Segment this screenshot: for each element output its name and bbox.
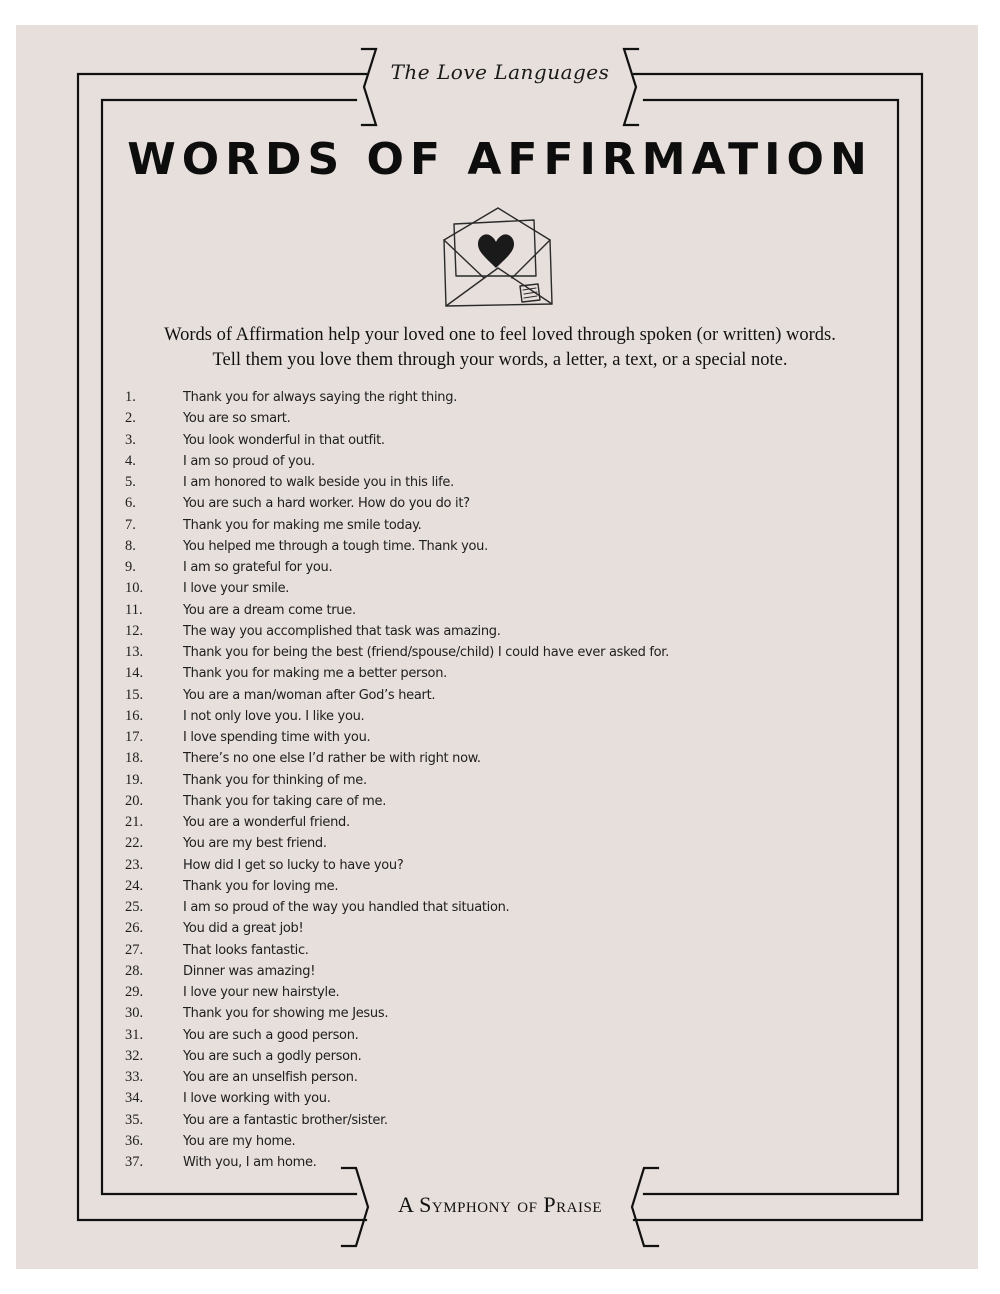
list-item bbox=[125, 876, 845, 897]
item-number: 33. bbox=[125, 1069, 144, 1085]
item-number: 12. bbox=[125, 622, 144, 639]
item-text: Thank you for always saying the right thing. bbox=[183, 390, 458, 405]
list-item bbox=[125, 1088, 845, 1109]
item-text: Thank you for making me smile today. bbox=[183, 517, 422, 533]
item-text: You are a dream come true. bbox=[183, 602, 356, 618]
item-number: 14. bbox=[125, 665, 144, 682]
item-text: I am so proud of the way you handled that situation. bbox=[183, 900, 510, 915]
list-item bbox=[125, 1131, 845, 1152]
list-item bbox=[125, 536, 845, 557]
list-item bbox=[125, 472, 845, 493]
list-item bbox=[125, 642, 845, 663]
list-item bbox=[125, 1110, 845, 1131]
item-text: With you, I am home. bbox=[183, 1155, 317, 1170]
item-number: 13. bbox=[125, 644, 144, 660]
item-text: I am so grateful for you. bbox=[183, 560, 333, 575]
item-number: 15. bbox=[125, 686, 144, 703]
item-text: I love your smile. bbox=[183, 581, 290, 597]
item-number: 17. bbox=[125, 729, 144, 745]
item-number: 22. bbox=[125, 835, 144, 852]
item-number: 36. bbox=[125, 1132, 144, 1149]
list-item bbox=[125, 685, 845, 706]
list-item bbox=[125, 451, 845, 472]
item-number: 27. bbox=[125, 941, 144, 958]
item-text: There’s no one else I’d rather be with right now. bbox=[183, 751, 481, 767]
item-text: Dinner was amazing! bbox=[183, 963, 316, 979]
item-number: 23. bbox=[125, 856, 144, 873]
item-number: 7. bbox=[125, 516, 136, 533]
item-text: You did a great job! bbox=[183, 921, 304, 937]
item-text: You are an unselfish person. bbox=[183, 1070, 358, 1085]
item-number: 21. bbox=[125, 814, 144, 830]
item-text: I love working with you. bbox=[183, 1091, 331, 1107]
list-item bbox=[125, 578, 845, 599]
list-item bbox=[125, 557, 845, 578]
list-item bbox=[125, 515, 845, 536]
list-item bbox=[125, 791, 845, 812]
list-item bbox=[125, 812, 845, 833]
item-text: Thank you for thinking of me. bbox=[183, 772, 367, 788]
list-item bbox=[125, 1003, 845, 1024]
item-text: You are such a hard worker. How do you do it? bbox=[183, 496, 470, 512]
intro-line-2: Tell them you love them through your words, a letter, a text, or a special note. bbox=[212, 350, 788, 370]
item-text: How did I get so lucky to have you? bbox=[183, 857, 404, 873]
list-item bbox=[125, 430, 845, 451]
item-text: Thank you for being the best (friend/spouse/child) I could have ever asked for. bbox=[183, 645, 669, 660]
item-number: 9. bbox=[125, 559, 136, 575]
item-text: You are my home. bbox=[183, 1133, 296, 1149]
publisher-name: A Symphony of Praise bbox=[398, 1192, 602, 1217]
list-item bbox=[125, 770, 845, 791]
item-text: I love your new hairstyle. bbox=[183, 985, 340, 1000]
item-number: 32. bbox=[125, 1047, 144, 1064]
item-number: 26. bbox=[125, 920, 144, 937]
item-text: I love spending time with you. bbox=[183, 730, 371, 745]
item-number: 1. bbox=[125, 389, 136, 405]
intro-line-1: Words of Affirmation help your loved one to feel loved through spoken (or written) words. bbox=[164, 325, 836, 345]
intro-paragraph bbox=[100, 323, 900, 373]
item-text: You are so smart. bbox=[183, 411, 291, 427]
item-number: 19. bbox=[125, 771, 144, 788]
list-item bbox=[125, 706, 845, 727]
item-text: You are a wonderful friend. bbox=[183, 815, 350, 830]
item-text: You helped me through a tough time. Thank you. bbox=[183, 538, 488, 554]
list-item bbox=[125, 855, 845, 876]
affirmation-list bbox=[125, 387, 845, 1173]
item-text: I am honored to walk beside you in this life. bbox=[183, 475, 454, 490]
item-number: 29. bbox=[125, 984, 144, 1000]
item-number: 25. bbox=[125, 899, 144, 915]
list-item bbox=[125, 918, 845, 939]
item-text: I not only love you. I like you. bbox=[183, 708, 365, 724]
list-item bbox=[125, 1025, 845, 1046]
list-item bbox=[125, 833, 845, 854]
item-text: Thank you for loving me. bbox=[183, 878, 339, 894]
item-text: You are a fantastic brother/sister. bbox=[183, 1112, 388, 1128]
item-number: 16. bbox=[125, 707, 144, 724]
list-item bbox=[125, 940, 845, 961]
list-item bbox=[125, 621, 845, 642]
list-item bbox=[125, 982, 845, 1003]
item-number: 34. bbox=[125, 1090, 144, 1107]
item-text: That looks fantastic. bbox=[183, 942, 309, 958]
series-title: The Love Languages bbox=[390, 60, 610, 84]
item-number: 6. bbox=[125, 495, 136, 512]
list-item bbox=[125, 1152, 845, 1173]
item-text: I am so proud of you. bbox=[183, 453, 315, 469]
list-item bbox=[125, 897, 845, 918]
item-text: You look wonderful in that outfit. bbox=[183, 432, 385, 448]
list-item bbox=[125, 600, 845, 621]
list-item bbox=[125, 663, 845, 684]
item-number: 2. bbox=[125, 410, 136, 427]
item-number: 37. bbox=[125, 1154, 144, 1170]
item-text: You are such a good person. bbox=[183, 1027, 359, 1043]
item-number: 20. bbox=[125, 792, 144, 809]
item-number: 3. bbox=[125, 431, 136, 448]
item-text: Thank you for showing me Jesus. bbox=[183, 1006, 389, 1022]
item-number: 8. bbox=[125, 537, 136, 554]
list-item bbox=[125, 493, 845, 514]
item-text: Thank you for taking care of me. bbox=[183, 793, 387, 809]
item-text: The way you accomplished that task was amazing. bbox=[183, 623, 501, 639]
list-item bbox=[125, 748, 845, 769]
item-number: 28. bbox=[125, 962, 144, 979]
item-number: 31. bbox=[125, 1026, 144, 1043]
envelope-heart-icon bbox=[440, 206, 556, 314]
item-number: 11. bbox=[125, 601, 143, 618]
item-number: 4. bbox=[125, 452, 136, 469]
list-item bbox=[125, 961, 845, 982]
list-item bbox=[125, 408, 845, 429]
item-text: You are a man/woman after God’s heart. bbox=[183, 687, 436, 703]
list-item bbox=[125, 387, 845, 408]
item-text: You are my best friend. bbox=[183, 836, 327, 852]
list-item bbox=[125, 1067, 845, 1088]
list-item bbox=[125, 727, 845, 748]
item-text: You are such a godly person. bbox=[183, 1048, 362, 1064]
item-number: 24. bbox=[125, 877, 144, 894]
page-title: WORDS OF AFFIRMATION bbox=[127, 134, 873, 185]
list-item bbox=[125, 1046, 845, 1067]
item-number: 18. bbox=[125, 750, 144, 767]
item-text: Thank you for making me a better person. bbox=[183, 666, 447, 682]
item-number: 30. bbox=[125, 1005, 144, 1022]
item-number: 5. bbox=[125, 474, 136, 490]
item-number: 10. bbox=[125, 580, 144, 597]
item-number: 35. bbox=[125, 1111, 144, 1128]
